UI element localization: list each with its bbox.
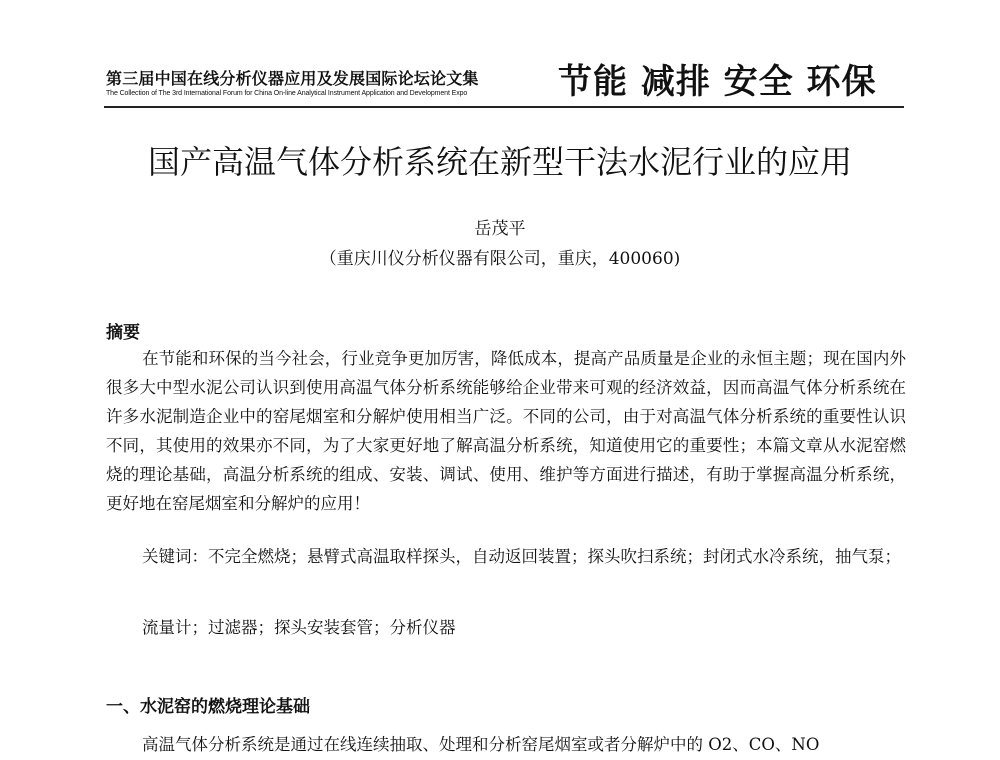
section-body: 高温气体分析系统是通过在线连续抽取、处理和分析窑尾烟室或者分解炉中的 O2、CO、NO <box>142 735 820 754</box>
keywords-continued <box>106 613 906 642</box>
paper-affiliation: （重庆川仪分析仪器有限公司，重庆，400060) <box>319 249 681 269</box>
paper-author: 岳茂平 <box>474 219 526 239</box>
header-divider <box>104 106 904 108</box>
collection-title-en: The Collection of The 3rd International Forum for China On-line Analytical Instrument Application and Development Expo <box>106 90 468 97</box>
paper-title: 国产高温气体分析系统在新型干法水泥行业的应用 <box>147 143 852 181</box>
section-heading: 一、水泥窑的燃烧理论基础 <box>106 697 310 717</box>
collection-title-cn: 第三届中国在线分析仪器应用及发展国际论坛论文集 <box>106 69 479 88</box>
abstract-body <box>106 344 906 520</box>
abstract-text: 在节能和环保的当今社会，行业竞争更加厉害，降低成本，提高产品质量是企业的永恒主题；现在国内外很多大中型水泥公司认识到使用高温气体分析系统能够给企业带来可观的经济效益，因而高温气体分析系统在许多水泥制造企业中的窑尾烟室和分解炉使用相当广泛。不同的公司，由于对高温气体分析系统的重要性认识不同，其使用的效果亦不同，为了大家更好地了解高温分析系统，知道使用它的重要性；本篇文章从水泥窑燃烧的理论基础，高温分析系统的组成、安装、调试、使用、维护等方面进行描述，有助于掌握高温分析系统，更好地在窑尾烟室和分解炉的应用！ <box>106 349 906 513</box>
keywords-text: 关键词：不完全燃烧；悬臂式高温取样探头，自动返回装置；探头吹扫系统；封闭式水冷系统，抽气泵； <box>142 547 901 566</box>
conference-slogan: 节能 减排 安全 环保 <box>558 62 877 102</box>
keywords <box>106 542 906 571</box>
abstract-heading: 摘要 <box>106 323 140 343</box>
keywords-cont-text: 流量计；过滤器；探头安装套管；分析仪器 <box>142 618 456 637</box>
